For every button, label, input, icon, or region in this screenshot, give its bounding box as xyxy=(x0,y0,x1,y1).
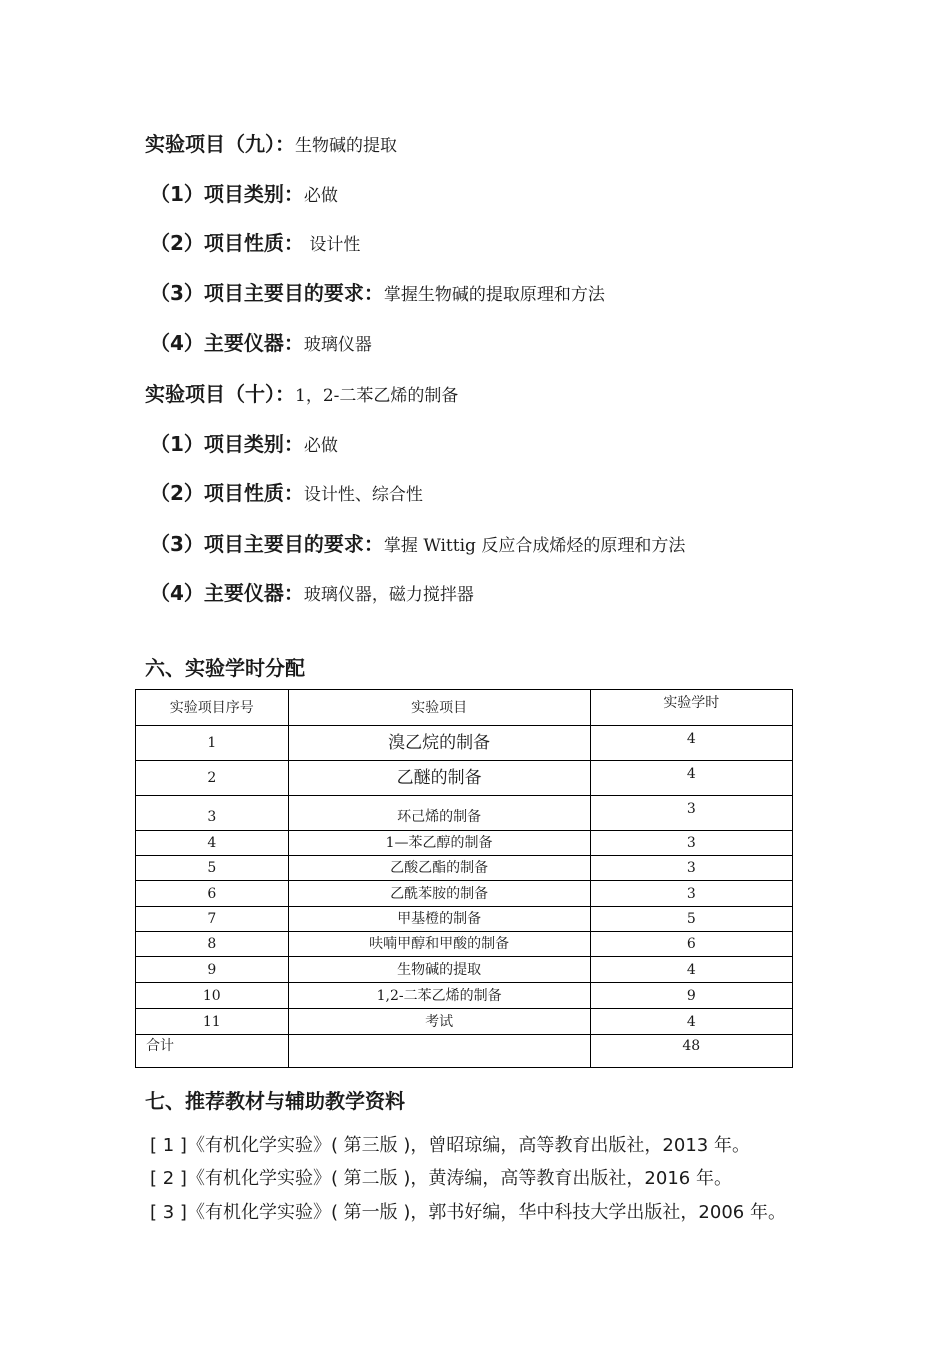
row-hours: 4 xyxy=(590,761,792,796)
project9-item-2 xyxy=(150,227,360,256)
row-index: 11 xyxy=(136,1009,289,1035)
row-project: 呋喃甲醇和甲酸的制备 xyxy=(288,932,590,957)
project10-item-4 xyxy=(150,577,474,606)
item-value: 必做 xyxy=(303,436,338,456)
item-value: 玻璃仪器 xyxy=(303,335,372,355)
table-row xyxy=(136,856,793,881)
item-value: 玻璃仪器，磁力搅拌器 xyxy=(303,585,474,605)
reference-1: [ 1 ]《有机化学实验》( 第三版 )，曾昭琼编，高等教育出版社，2013 年。 xyxy=(150,1135,750,1156)
header-cell: 实验项目序号 xyxy=(136,690,289,726)
item-label: （2）项目性质： xyxy=(150,231,304,255)
row-index: 10 xyxy=(136,983,289,1009)
row-project: 环己烯的制备 xyxy=(288,796,590,831)
row-hours: 5 xyxy=(590,907,792,932)
table-row xyxy=(136,907,793,932)
header-cell: 实验项目 xyxy=(288,690,590,726)
item-label: （3）项目主要目的要求： xyxy=(150,281,384,305)
project10-item-1 xyxy=(150,428,338,457)
table-row xyxy=(136,726,793,761)
row-hours: 4 xyxy=(590,1009,792,1035)
row-hours: 9 xyxy=(590,983,792,1009)
item-value: 掌握生物碱的提取原理和方法 xyxy=(383,285,605,305)
table-row xyxy=(136,1009,793,1035)
row-index: 1 xyxy=(136,726,289,761)
item-label: （4）主要仪器： xyxy=(150,581,304,605)
row-project: 生物碱的提取 xyxy=(288,957,590,983)
item-label: （4）主要仪器： xyxy=(150,331,304,355)
project9-title-label: 实验项目（九）： xyxy=(145,132,295,156)
item-label: （1）项目类别： xyxy=(150,432,304,456)
row-index: 5 xyxy=(136,856,289,881)
table-total-row xyxy=(136,1035,793,1068)
table-row xyxy=(136,957,793,983)
table-header-row xyxy=(136,690,793,726)
row-project: 乙酰苯胺的制备 xyxy=(288,881,590,907)
item-value: 必做 xyxy=(303,186,338,206)
row-hours: 3 xyxy=(590,796,792,831)
total-hours: 48 xyxy=(590,1035,792,1068)
table-row xyxy=(136,983,793,1009)
row-index: 4 xyxy=(136,831,289,856)
row-hours: 3 xyxy=(590,881,792,907)
item-label: （2）项目性质： xyxy=(150,481,304,505)
row-index: 6 xyxy=(136,881,289,907)
table-row xyxy=(136,932,793,957)
row-project: 考试 xyxy=(288,1009,590,1035)
project9-title xyxy=(145,128,397,157)
row-index: 9 xyxy=(136,957,289,983)
row-hours: 3 xyxy=(590,831,792,856)
reference-3: [ 3 ]《有机化学实验》( 第一版 )，郭书好编，华中科技大学出版社，2006 年。 xyxy=(150,1202,786,1223)
row-project: 甲基橙的制备 xyxy=(288,907,590,932)
project10-title-value: 1，2-二苯乙烯的制备 xyxy=(295,386,459,406)
row-project: 溴乙烷的制备 xyxy=(288,726,590,761)
project9-item-1 xyxy=(150,178,338,207)
item-label: （3）项目主要目的要求： xyxy=(150,532,384,556)
project9-item-3 xyxy=(150,277,605,306)
row-index: 7 xyxy=(136,907,289,932)
item-value: 设计性、综合性 xyxy=(303,485,423,505)
row-project: 乙醚的制备 xyxy=(288,761,590,796)
item-label: （1）项目类别： xyxy=(150,182,304,206)
reference-2: [ 2 ]《有机化学实验》( 第二版 )，黄涛编，高等教育出版社，2016 年。 xyxy=(150,1168,732,1189)
total-label: 合计 xyxy=(136,1035,289,1068)
section7-heading: 七、推荐教材与辅助教学资料 xyxy=(145,1089,405,1113)
item-value: 设计性 xyxy=(303,235,361,255)
header-cell: 实验学时 xyxy=(590,690,792,726)
row-project: 乙酸乙酯的制备 xyxy=(288,856,590,881)
row-index: 3 xyxy=(136,796,289,831)
hours-table xyxy=(135,689,793,1068)
project10-title-label: 实验项目（十）： xyxy=(145,382,295,406)
row-index: 2 xyxy=(136,761,289,796)
section6-heading: 六、实验学时分配 xyxy=(145,656,305,680)
project10-title xyxy=(145,378,458,407)
table-row xyxy=(136,761,793,796)
item-value: 掌握 Wittig 反应合成烯烃的原理和方法 xyxy=(383,536,686,556)
project9-title-value: 生物碱的提取 xyxy=(295,136,397,156)
row-hours: 3 xyxy=(590,856,792,881)
row-hours: 4 xyxy=(590,726,792,761)
table-row xyxy=(136,796,793,831)
table-row xyxy=(136,831,793,856)
row-hours: 4 xyxy=(590,957,792,983)
project9-item-4 xyxy=(150,327,372,356)
table-row xyxy=(136,881,793,907)
row-project: 1—苯乙醇的制备 xyxy=(288,831,590,856)
total-project xyxy=(288,1035,590,1068)
row-project: 1,2-二苯乙烯的制备 xyxy=(288,983,590,1009)
project10-item-3 xyxy=(150,528,685,557)
row-hours: 6 xyxy=(590,932,792,957)
row-index: 8 xyxy=(136,932,289,957)
project10-item-2 xyxy=(150,477,423,506)
